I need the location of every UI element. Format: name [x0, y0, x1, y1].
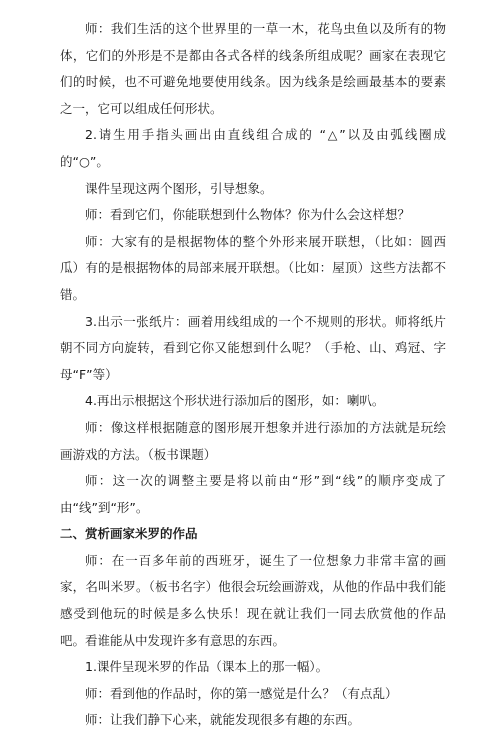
paragraph-miro-step-1: 1.课件呈现米罗的作品（课本上的那一幅）。	[85, 659, 329, 675]
paragraph-teacher-question: 师：看到它们，你能联想到什么物体？你为什么会这样想？	[85, 207, 411, 223]
paragraph-method: 师：像这样根据随意的图形展开想象并进行添加的方法就是玩绘画游戏的方法。（板书课题）	[60, 419, 446, 462]
paragraph-step-3: 3.出示一张纸片：画着用线组成的一个不规则的形状。师将纸片朝不同方向旋转，看到它你又能想到什么呢？（手枪、山、鸡冠、字母“F”等）	[60, 313, 446, 382]
paragraph-teacher-summary: 师：大家有的是根据物体的整个外形来展开联想，（比如：圆西瓜）有的是根据物体的局部来展开联想。（比如：屋顶）这些方法都不错。	[60, 233, 446, 302]
paragraph-miro-intro: 师：在一百多年前的西班牙，诞生了一位想象力非常丰富的画家，名叫米罗。（板书名字）他很会玩绘画游戏，从他的作品中我们能感受到他玩的时候是多么快乐！现在就让我们一同去欣赏他的作品吧。看谁能从中发现许多有意思的东西。	[60, 552, 446, 648]
paragraph-step-2: 2.请生用手指头画出由直线组合成的 “△”以及由弧线圈成的“○”。	[60, 127, 446, 169]
document-body	[60, 16, 446, 734]
paragraph-calm-down: 师：让我们静下心来，就能发现很多有趣的东西。	[85, 712, 361, 728]
section-heading-miro: 二、赏析画家米罗的作品	[60, 526, 198, 542]
paragraph-adjustment: 师：这一次的调整主要是将以前由“形”到“线”的顺序变成了由“线”到“形”。	[60, 473, 446, 515]
paragraph-lines-intro: 师：我们生活的这个世界里的一草一木，花鸟虫鱼以及所有的物体，它们的外形是不是都由各式各样的线条所组成呢？画家在表现它们的时候，也不可避免地要使用线条。因为线条是绘画最基本的要素之一，它可以组成任何形状。	[60, 21, 446, 116]
paragraph-courseware-shapes: 课件呈现这两个图形，引导想象。	[85, 180, 273, 196]
paragraph-step-4: 4.再出示根据这个形状进行添加后的图形，如：喇叭。	[85, 393, 385, 409]
paragraph-first-impression: 师：看到他的作品时，你的第一感觉是什么？（有点乱）	[85, 685, 398, 701]
